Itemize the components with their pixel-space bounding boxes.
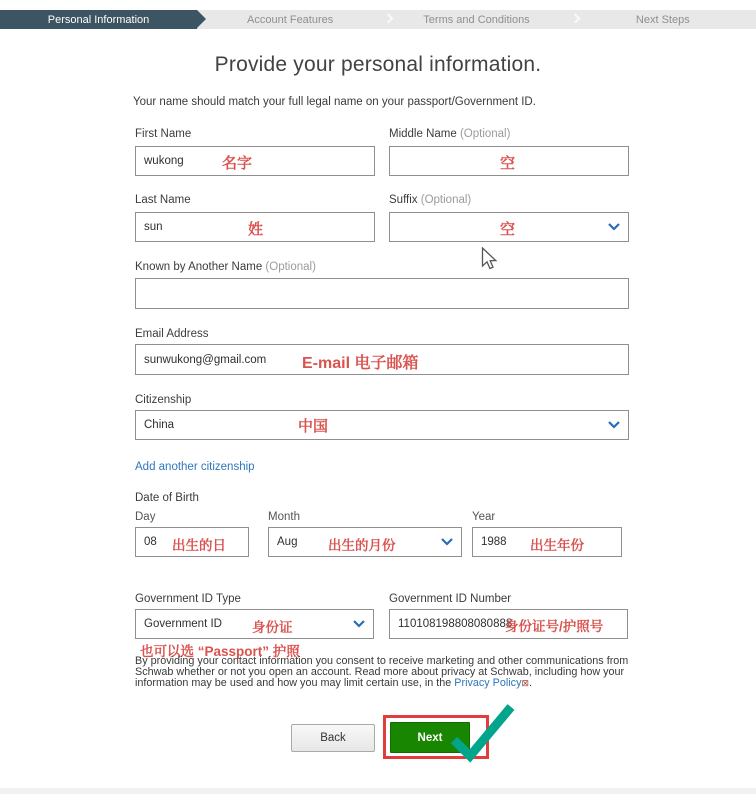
annotation-email: E-mail 电子邮箱 (302, 355, 419, 372)
progress-step-label: Next Steps (635, 13, 690, 26)
progress-bar (0, 10, 756, 29)
annotation-gov-id-type: 身份证 (252, 620, 293, 635)
back-button[interactable]: Back (291, 724, 375, 752)
annotation-dob-day: 出生的日 (172, 538, 226, 553)
chevron-down-icon (608, 223, 620, 231)
suffix-label: Suffix (Optional) (389, 194, 472, 206)
citizenship-label: Citizenship (135, 394, 192, 406)
last-name-input[interactable] (135, 212, 375, 242)
annotation-last-name: 姓 (248, 221, 264, 238)
known-by-label: Known by Another Name (Optional) (135, 261, 316, 273)
email-input[interactable] (135, 344, 629, 375)
chevron-down-icon (441, 538, 453, 546)
annotation-gov-id-number: 身份证号/护照号 (505, 619, 604, 634)
mouse-cursor-icon (481, 247, 498, 270)
gov-id-type-label: Government ID Type (135, 593, 241, 605)
annotation-citizenship: 中国 (298, 418, 329, 435)
dob-year-label: Year (472, 511, 496, 523)
checkmark-icon (447, 701, 517, 763)
legal-text: By providing your contact information you consent to receive marketing and other communications from Schwab whether or not you open an account. Read more about privacy at Schwab, including how your information may be used and how you may limit certain use, in the Privacy Policy⊠. (135, 655, 629, 689)
dob-month-label: Month (268, 511, 300, 523)
first-name-label: First Name (135, 128, 192, 140)
progress-step-terms-and-conditions[interactable] (383, 10, 569, 29)
gov-id-type-select[interactable]: Government ID (135, 609, 374, 639)
dob-label: Date of Birth (135, 492, 199, 504)
broken-image-icon: ⊠ (521, 678, 530, 688)
citizenship-select[interactable]: China (135, 410, 629, 440)
dob-month-select[interactable]: Aug (268, 527, 462, 557)
annotation-dob-year: 出生年份 (530, 538, 584, 553)
add-citizenship-link[interactable]: Add another citizenship (135, 461, 255, 473)
page-title: Provide your personal information. (214, 53, 542, 76)
privacy-policy-link[interactable]: Privacy Policy (454, 677, 522, 689)
dob-day-label: Day (135, 511, 156, 523)
gov-id-number-input[interactable] (389, 609, 628, 639)
middle-name-label: Middle Name (Optional) (389, 128, 511, 140)
next-button[interactable]: Next (390, 722, 470, 753)
first-name-input[interactable] (135, 146, 375, 176)
progress-step-personal-information[interactable] (0, 10, 197, 29)
progress-step-label: Terms and Conditions (423, 13, 530, 26)
dob-year-input[interactable] (472, 527, 622, 557)
known-by-input[interactable] (135, 278, 629, 309)
progress-step-label: Personal Information (47, 13, 150, 26)
annotation-first-name: 名字 (222, 155, 253, 172)
chevron-separator-icon (570, 14, 580, 24)
dob-day-input[interactable] (135, 527, 249, 557)
annotation-middle-name: 空 (500, 155, 516, 172)
email-label: Email Address (135, 328, 209, 340)
chevron-separator-icon (384, 14, 394, 24)
progress-step-account-features[interactable] (197, 10, 383, 29)
middle-name-input[interactable] (389, 146, 629, 176)
chevron-down-icon (608, 421, 620, 429)
annotation-suffix: 空 (500, 221, 516, 238)
annotation-gov-id-note: 也可以选 “Passport” 护照 (140, 644, 300, 659)
suffix-select[interactable] (389, 212, 629, 242)
progress-step-next-steps[interactable] (570, 10, 756, 29)
bottom-page-edge (0, 788, 756, 794)
annotation-dob-month: 出生的月份 (328, 538, 396, 553)
progress-arrow-tip (197, 10, 206, 28)
gov-id-number-label: Government ID Number (389, 593, 512, 605)
last-name-label: Last Name (135, 194, 191, 206)
page-subtitle: Your name should match your full legal name on your passport/Government ID. (133, 96, 536, 108)
progress-step-label: Account Features (247, 13, 334, 26)
chevron-down-icon (353, 620, 365, 628)
